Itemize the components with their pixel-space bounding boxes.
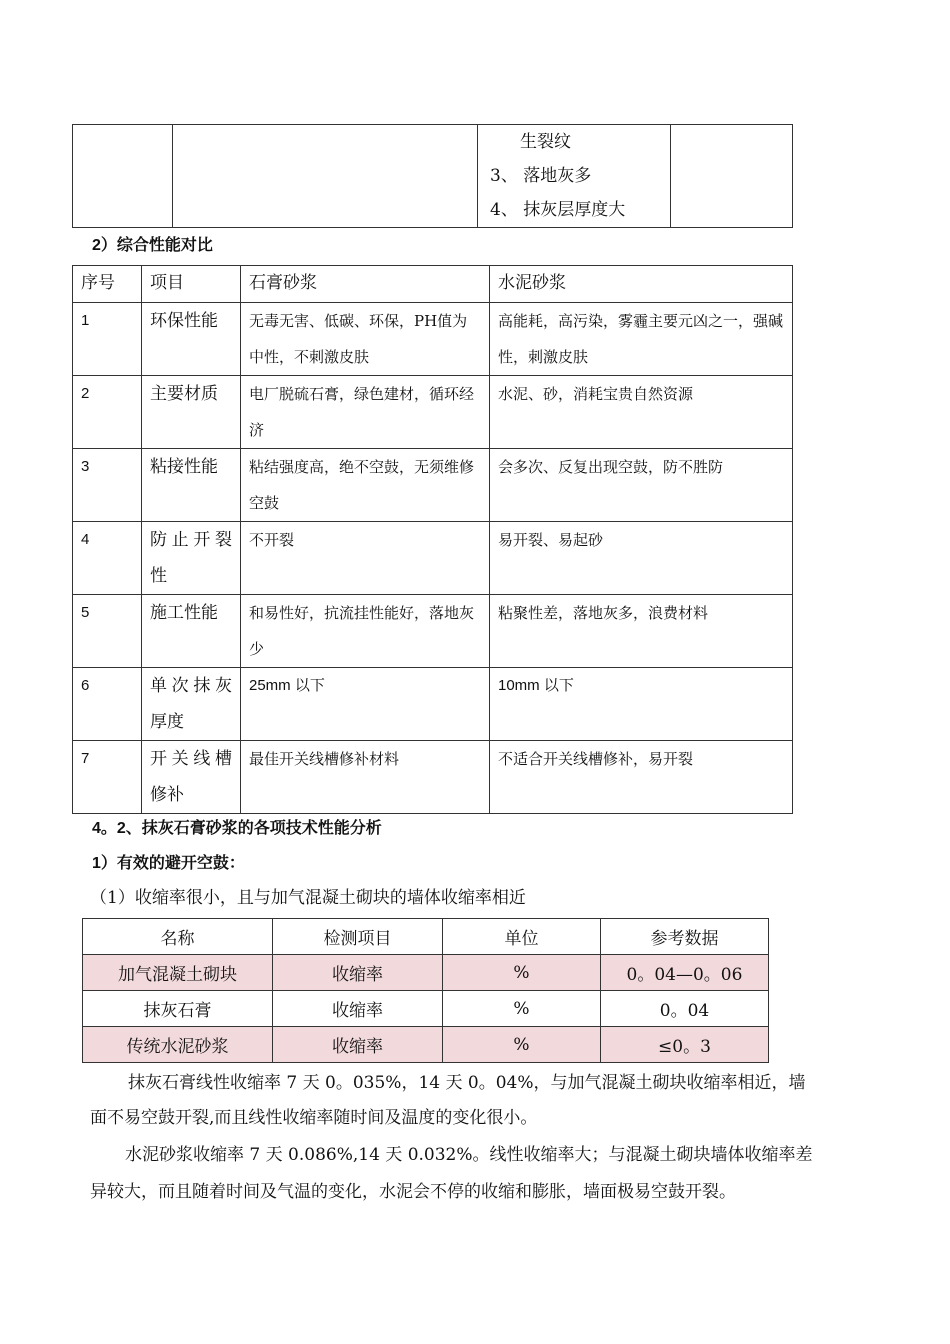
- row-item: 主要材质: [142, 376, 241, 449]
- fragment-cell-1: [73, 125, 173, 228]
- fragment-cell-4: [671, 125, 793, 228]
- table-row: [73, 522, 793, 595]
- header-cell: 水泥砂浆: [490, 266, 793, 303]
- cement-cell: 会多次、反复出现空鼓，防不胜防: [490, 449, 793, 522]
- gypsum-cell: 和易性好，抗流挂性能好，落地灰少: [241, 595, 490, 668]
- cement-cell: 易开裂、易起砂: [490, 522, 793, 595]
- fragment-line: 生裂纹: [520, 132, 571, 152]
- continued-table-fragment: [72, 124, 793, 228]
- test-item-cell: 收缩率: [273, 955, 443, 991]
- table-row: [73, 595, 793, 668]
- table-row: [73, 449, 793, 522]
- gypsum-cell: 25mm 以下: [241, 668, 490, 741]
- row-item: 环保性能: [142, 303, 241, 376]
- cement-cell: 不适合开关线槽修补，易开裂: [490, 741, 793, 814]
- table-header-row: [73, 266, 793, 303]
- row-number: 4: [73, 522, 142, 595]
- gypsum-cell: 粘结强度高，绝不空鼓，无须维修空鼓: [241, 449, 490, 522]
- fragment-line: 3、 落地灰多: [490, 166, 592, 186]
- row-number: 7: [73, 741, 142, 814]
- header-cell: 参考数据: [601, 919, 769, 955]
- value-cell: ≤0。3: [601, 1027, 769, 1063]
- header-cell: 单位: [443, 919, 601, 955]
- fragment-line: 4、 抹灰层厚度大: [490, 200, 626, 220]
- paragraph-cement-line: 异较大，而且随着时间及气温的变化，水泥会不停的收缩和膨胀，墙面极易空鼓开裂。: [90, 1182, 736, 1202]
- table-row: [83, 955, 769, 991]
- row-number: 3: [73, 449, 142, 522]
- row-item: 施工性能: [142, 595, 241, 668]
- value-cell: 0。04: [601, 991, 769, 1027]
- table-header-row: [83, 919, 769, 955]
- section-heading-compare: 2）综合性能对比: [92, 237, 213, 254]
- row-item: 防止开裂性: [142, 522, 241, 595]
- gypsum-cell: 不开裂: [241, 522, 490, 595]
- value-cell: 0。04—0。06: [601, 955, 769, 991]
- test-item-cell: 收缩率: [273, 1027, 443, 1063]
- header-cell: 检测项目: [273, 919, 443, 955]
- header-cell: 项目: [142, 266, 241, 303]
- cement-cell: 粘聚性差，落地灰多，浪费材料: [490, 595, 793, 668]
- material-cell: 抹灰石膏: [83, 991, 273, 1027]
- header-cell: 名称: [83, 919, 273, 955]
- cement-cell: 水泥、砂，消耗宝贵自然资源: [490, 376, 793, 449]
- row-number: 1: [73, 303, 142, 376]
- header-cell: 石膏砂浆: [241, 266, 490, 303]
- section-heading-4-2: 4。2、抹灰石膏砂浆的各项技术性能分析: [92, 820, 382, 837]
- cement-cell: 高能耗，高污染，雾霾主要元凶之一，强碱性，刺激皮肤: [490, 303, 793, 376]
- fragment-cell-3: [478, 125, 671, 228]
- unit-cell: %: [443, 955, 601, 991]
- row-item: 粘接性能: [142, 449, 241, 522]
- paragraph-gypsum-line: 抹灰石膏线性收缩率 7 天 0。035%，14 天 0。04%，与加气混凝土砌块收缩率相近，墙: [128, 1073, 806, 1093]
- table-row: [73, 303, 793, 376]
- shrinkage-table: [82, 918, 769, 1063]
- row-number: 5: [73, 595, 142, 668]
- cement-cell: 10mm 以下: [490, 668, 793, 741]
- table-row: [83, 1027, 769, 1063]
- row-item: 开关线槽修补: [142, 741, 241, 814]
- table-row: [73, 376, 793, 449]
- fragment-cell-2: [173, 125, 478, 228]
- table-row: [73, 668, 793, 741]
- material-cell: 加气混凝土砌块: [83, 955, 273, 991]
- table-row: [83, 991, 769, 1027]
- gypsum-cell: 电厂脱硫石膏，绿色建材，循环经济: [241, 376, 490, 449]
- row-number: 2: [73, 376, 142, 449]
- performance-comparison-table: [72, 265, 793, 814]
- unit-cell: %: [443, 1027, 601, 1063]
- paragraph-cement-line: 水泥砂浆收缩率 7 天 0.086%,14 天 0.032%。线性收缩率大；与混凝土砌块墙体收缩率差: [125, 1145, 813, 1165]
- row-item: 单次抹灰厚度: [142, 668, 241, 741]
- gypsum-cell: 最佳开关线槽修补材料: [241, 741, 490, 814]
- test-item-cell: 收缩率: [273, 991, 443, 1027]
- subsection-shrinkage: （1）收缩率很小，且与加气混凝土砌块的墙体收缩率相近: [90, 888, 526, 908]
- table-row: [73, 741, 793, 814]
- section-heading-hollow: 1）有效的避开空鼓：: [92, 855, 245, 872]
- gypsum-cell: 无毒无害、低碳、环保，PH值为中性，不刺激皮肤: [241, 303, 490, 376]
- row-number: 6: [73, 668, 142, 741]
- unit-cell: %: [443, 991, 601, 1027]
- header-cell: 序号: [73, 266, 142, 303]
- material-cell: 传统水泥砂浆: [83, 1027, 273, 1063]
- paragraph-gypsum-line: 面不易空鼓开裂,而且线性收缩率随时间及温度的变化很小。: [90, 1108, 538, 1128]
